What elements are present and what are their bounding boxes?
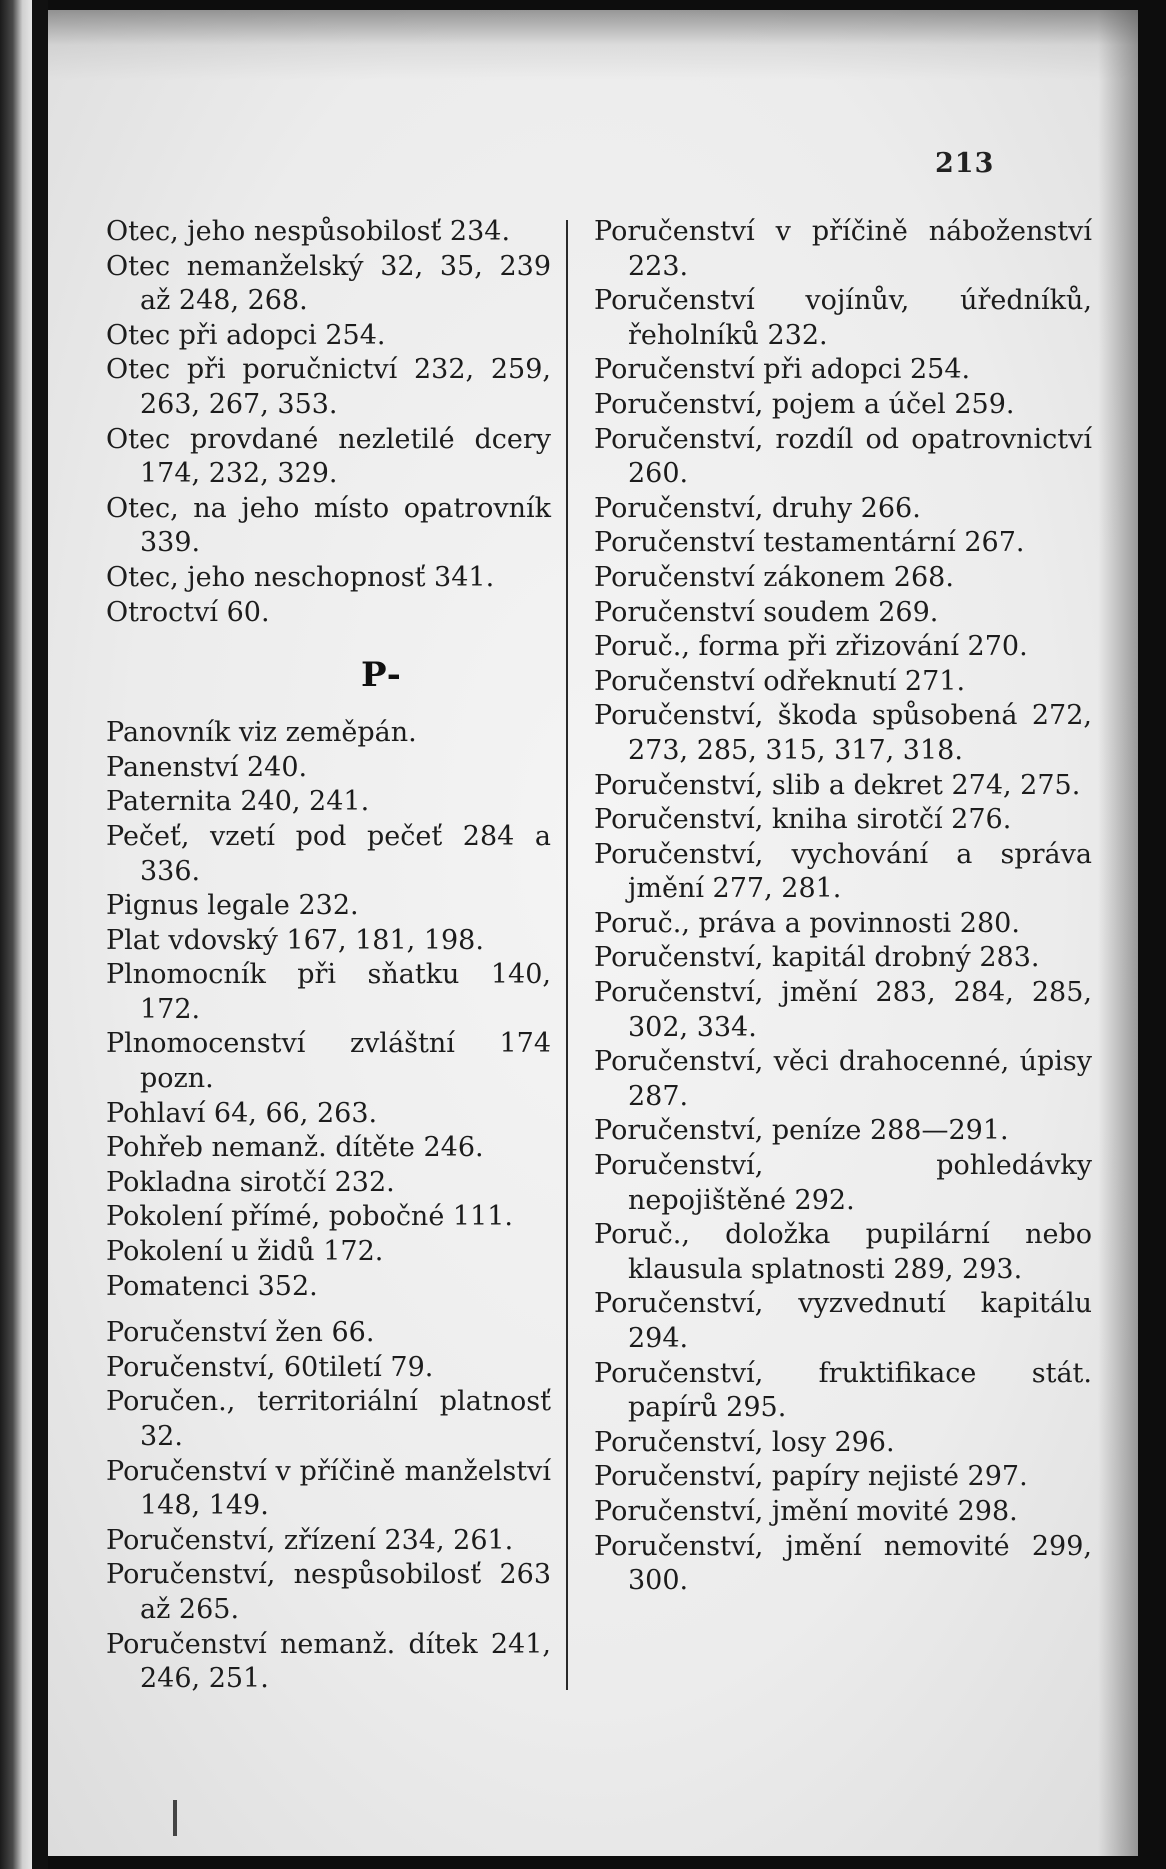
page-number: 213 [935,148,995,179]
adjacent-page-edge [0,0,32,1869]
index-entry: Poručenství, rozdíl od opatrovnictví 260. [594,423,1092,490]
index-entry: Poručenství, papíry nejisté 297. [594,1461,1028,1493]
index-entry: Panenství 240. [106,751,308,783]
index-entry: Poručenství, nespůsobilosť 263 až 265. [106,1559,551,1625]
index-entry: Otec, jeho neschopnosť 341. [106,561,495,593]
index-entry: Pokladna sirotčí 232. [106,1166,395,1198]
index-column-right [594,215,1092,1599]
index-entry: Poručenství soudem 269. [594,596,939,628]
index-entry: Poručenství, pohledávky nepojištěné 292. [594,1150,1092,1216]
index-entry: Poručenství, jmění 283, 284, 285, 302, 334. [594,977,1092,1043]
index-entry: Plat vdovský 167, 181, 198. [106,924,484,956]
index-entry: Poruč., forma při zřizování 270. [594,631,1028,663]
index-entry: Poručenství nemanž. dítek 241, 246, 251. [106,1628,551,1695]
index-entry: Pignus legale 232. [106,890,359,922]
page-top-shadow [48,10,1138,80]
page-right-shadow [1098,10,1138,1856]
index-entry: Poručenství, jmění nemovité 299, 300. [594,1530,1092,1597]
index-entry: Poručenství testamentární 267. [594,527,1025,559]
index-entry: Otec při poručnictví 232, 259, 263, 267, 353. [106,354,551,420]
index-entry: Poručenství, kapitál drobný 283. [594,942,1040,974]
index-entry: Otec při adopci 254. [106,319,386,351]
index-entry: Poručenství, slib a dekret 274, 275. [594,769,1081,801]
index-entry: Poručenství, škoda spůsobená 272, 273, 285, 315, 317, 318. [594,700,1092,766]
index-entry: Poručenství, losy 296. [594,1426,895,1458]
index-entry: Poruč., práva a povinnosti 280. [594,907,1020,939]
index-entry: Otec, jeho nespůsobilosť 234. [106,216,511,247]
print-mark [173,1800,177,1836]
index-entry: Poručenství při adopci 254. [594,354,971,386]
index-entry: Pohřeb nemanž. dítěte 246. [106,1132,484,1164]
index-entry: Poručenství, druhy 266. [594,492,921,524]
index-entry: Poručenství, jmění movité 298. [594,1495,1018,1527]
column-divider [566,220,568,1690]
index-entry: Pokolení u židů 172. [106,1236,384,1268]
index-entry: Otec provdané nezletilé dcery 174, 232, 329. [106,423,551,490]
index-entry: Poručenství, 60tiletí 79. [106,1351,434,1383]
index-entry: Pomatenci 352. [106,1270,318,1302]
index-entry: Otroctví 60. [106,596,270,628]
section-letter-heading: P- [361,655,403,696]
index-entry: Pohlaví 64, 66, 263. [106,1097,378,1129]
index-entry: Poručenství v příčině náboženství 223. [594,216,1092,282]
index-entry: Plnomocenství zvláštní 174 pozn. [106,1028,551,1095]
index-entry: Otec, na jeho místo opatrovník 339. [106,492,551,559]
index-entry: Poručenství odřeknutí 271. [594,665,966,697]
index-entry: Pečeť, vzetí pod pečeť 284 a 336. [106,820,551,887]
index-entry: Poručenství vojínův, úředníků, řeholníků 232. [594,285,1092,351]
index-entry: Poručenství žen 66. [106,1317,375,1349]
index-entry: Poručenství, kniha sirotčí 276. [594,804,1012,836]
index-entry: Pokolení přímé, pobočné 111. [106,1201,514,1233]
book-gutter [32,0,48,1869]
index-entry: Poručenství v příčině manželství 148, 149. [106,1455,551,1522]
index-entry: Plnomocník při sňatku 140, 172. [106,959,551,1025]
index-entry: Poručenství, vyzvednutí kapitálu 294. [594,1288,1092,1354]
index-entry: Poručen., territoriální platnosť 32. [106,1386,551,1452]
index-entry: Paternita 240, 241. [106,786,370,818]
index-entry: Poručenství zákonem 268. [594,561,954,593]
index-entry: Poručenství, zřízení 234, 261. [106,1524,514,1556]
index-entry: Poručenství, pojem a účel 259. [594,388,1015,420]
book-page [48,10,1138,1856]
index-entry: Poručenství, vychování a správa jmění 277, 281. [594,838,1092,905]
index-entry: Poručenství, peníze 288—291. [594,1115,1009,1147]
index-entry: Panovník viz zeměpán. [106,717,417,749]
index-entry: Poručenství, fruktifikace stát. papírů 295. [594,1357,1092,1424]
index-entry: Poruč., doložka pupilární nebo klausula splatnosti 289, 293. [594,1219,1092,1285]
index-entry: Poručenství, věci drahocenné, úpisy 287. [594,1046,1092,1112]
index-entry: Otec nemanželský 32, 35, 239 až 248, 268. [106,250,551,317]
index-column-left [106,215,551,1697]
